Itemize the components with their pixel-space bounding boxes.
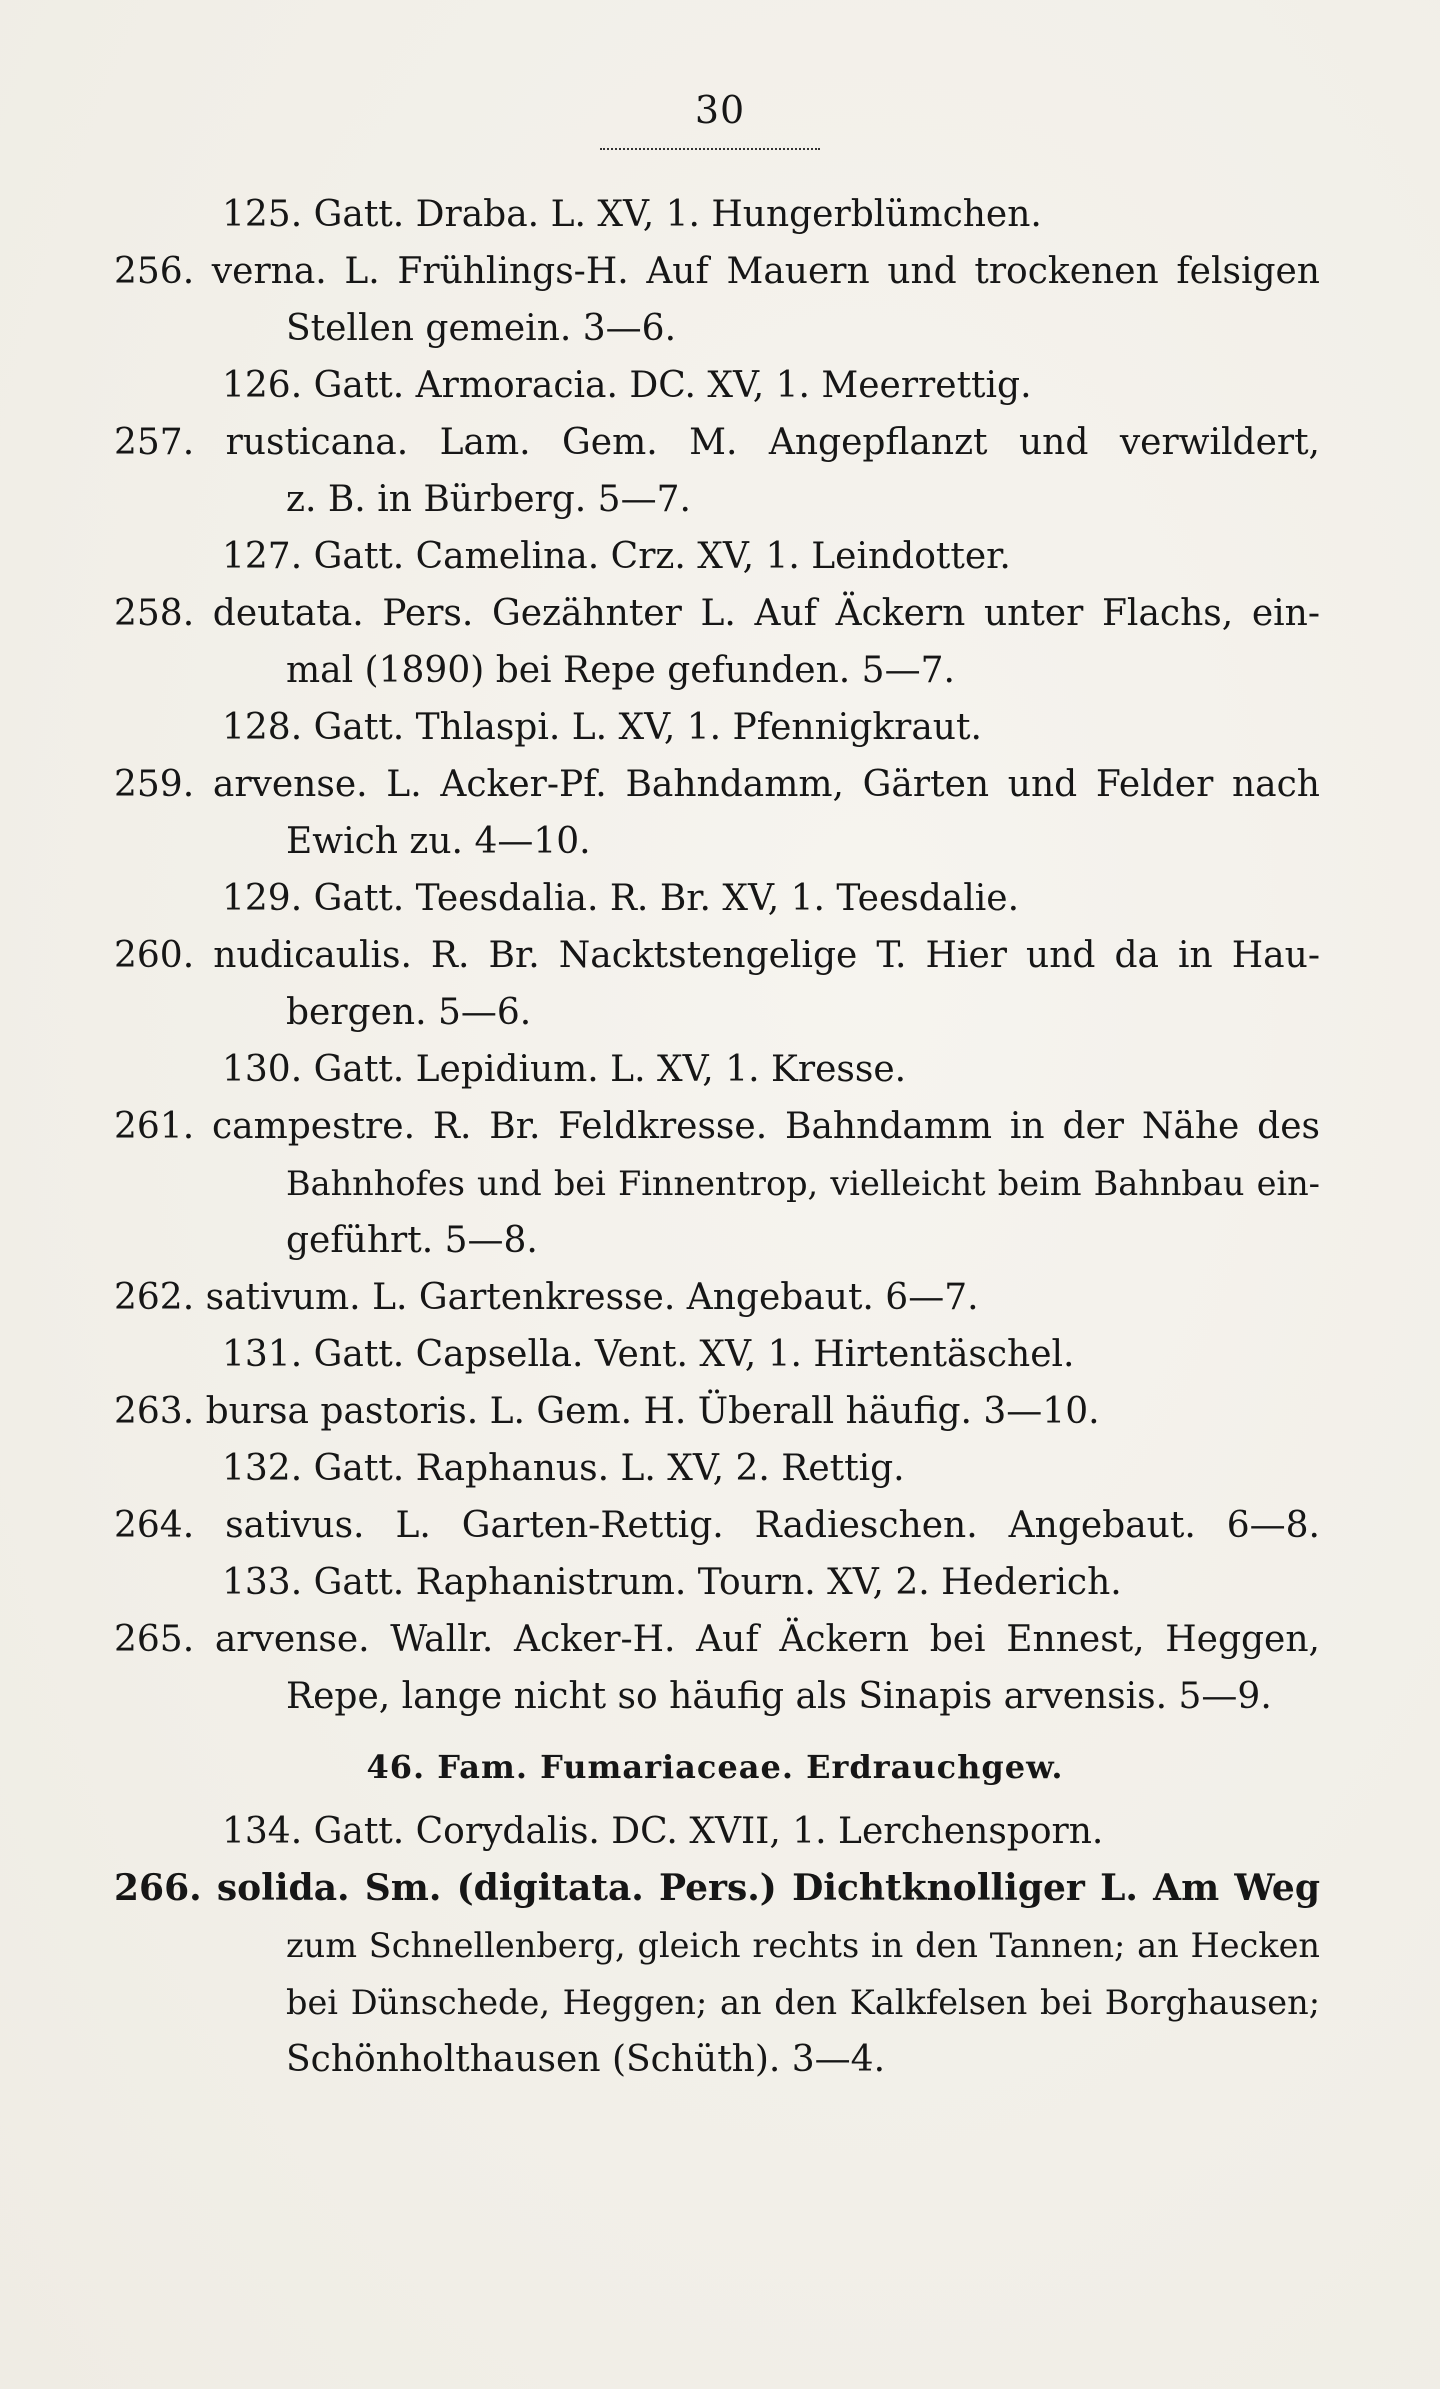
species-line: 258. deutata. Pers. Gezähnter L. Auf Äckern unter Flachs, ein- [114, 593, 1320, 634]
continuation-line: Bahnhofes und bei Finnentrop, vielleicht beim Bahnbau ein- [286, 1164, 1320, 1203]
genus-line: 130. Gatt. Lepidium. L. XV, 1. Kresse. [222, 1049, 907, 1090]
species-line: 261. campestre. R. Br. Feldkresse. Bahndamm in der Nähe des [114, 1106, 1320, 1147]
continuation-line: zum Schnellenberg, gleich rechts in den Tannen; an Hecken [286, 1926, 1320, 1965]
species-line: 260. nudicaulis. R. Br. Nacktstengelige T. Hier und da in Hau- [114, 935, 1320, 976]
species-line: 263. bursa pastoris. L. Gem. H. Überall häufig. 3—10. [114, 1391, 1100, 1432]
species-line: 265. arvense. Wallr. Acker-H. Auf Äckern bei Ennest, Heggen, [114, 1619, 1320, 1660]
continuation-line: geführt. 5—8. [286, 1220, 538, 1261]
genus-line: 125. Gatt. Draba. L. XV, 1. Hungerblümchen. [222, 194, 1042, 235]
species-line: 262. sativum. L. Gartenkresse. Angebaut. 6—7. [114, 1277, 979, 1318]
species-line: 259. arvense. L. Acker-Pf. Bahndamm, Gärten und Felder nach [114, 764, 1320, 805]
genus-line: 134. Gatt. Corydalis. DC. XVII, 1. Lerchensporn. [222, 1811, 1104, 1852]
genus-line: 127. Gatt. Camelina. Crz. XV, 1. Leindotter. [222, 536, 1011, 577]
genus-line: 126. Gatt. Armoracia. DC. XV, 1. Meerrettig. [222, 365, 1032, 406]
continuation-line: bei Dünschede, Heggen; an den Kalkfelsen bei Borghausen; [286, 1983, 1320, 2022]
continuation-line: bergen. 5—6. [286, 992, 532, 1033]
family-heading: 46. Fam. Fumariaceae. Erdrauchgew. [366, 1748, 1064, 1786]
continuation-line: Ewich zu. 4—10. [286, 821, 591, 862]
continuation-line: Stellen gemein. 3—6. [286, 308, 677, 349]
species-line: 257. rusticana. Lam. Gem. M. Angepflanzt und verwildert, [114, 422, 1320, 463]
species-line: 264. sativus. L. Garten-Rettig. Radieschen. Angebaut. 6—8. [114, 1505, 1320, 1546]
page-number: 30 [694, 88, 746, 132]
text-block [110, 186, 1320, 2088]
page-number-ornament [600, 140, 820, 150]
species-line: 266. solida. Sm. (digitata. Pers.) Dichtknolliger L. Am Weg [114, 1867, 1320, 1909]
continuation-line: z. B. in Bürberg. 5—7. [286, 479, 691, 520]
continuation-line: mal (1890) bei Repe gefunden. 5—7. [286, 650, 955, 691]
genus-line: 128. Gatt. Thlaspi. L. XV, 1. Pfennigkraut. [222, 707, 982, 748]
genus-line: 133. Gatt. Raphanistrum. Tourn. XV, 2. Hederich. [222, 1562, 1122, 1603]
continuation-line: Schönholthausen (Schüth). 3—4. [286, 2039, 886, 2080]
species-line: 256. verna. L. Frühlings-H. Auf Mauern und trockenen felsigen [114, 251, 1320, 292]
continuation-line: Repe, lange nicht so häufig als Sinapis arvensis. 5—9. [286, 1676, 1272, 1717]
genus-line: 129. Gatt. Teesdalia. R. Br. XV, 1. Teesdalie. [222, 878, 1020, 919]
genus-line: 132. Gatt. Raphanus. L. XV, 2. Rettig. [222, 1448, 905, 1489]
genus-line: 131. Gatt. Capsella. Vent. XV, 1. Hirtentäschel. [222, 1334, 1075, 1375]
